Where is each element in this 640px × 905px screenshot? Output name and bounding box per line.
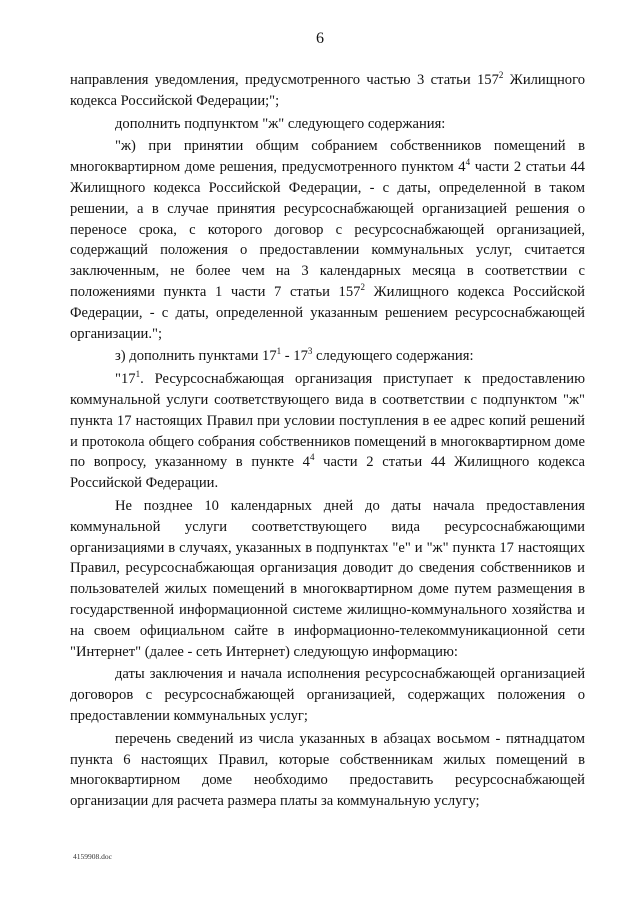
superscript: 2	[360, 281, 365, 292]
paragraph-text: з) дополнить пунктами 17	[115, 348, 277, 365]
paragraph	[70, 70, 585, 112]
paragraph-text: "17	[115, 371, 136, 388]
paragraph	[70, 496, 585, 662]
paragraph-text: Жилищного кодекса Российской Федерации, - с даты, определенной указанным решением ресурсоснабжающей организации.";	[70, 283, 585, 342]
paragraph-text: части 2 статьи 44 Жилищного кодекса Российской Федерации, - с даты, определенной в таком решении, а в случае принятия ресурсоснабжающей организацией решения о переносе срока, с которого договор с ресурсоснабжающей организацией, содержащий положения о предоставлении коммунальных услуг, считается заключенным, не более чем на 3 календарных месяца в соответствии с положениями пункта 1 части 7 статьи 157	[70, 159, 585, 300]
paragraph	[70, 346, 585, 367]
file-name-footer: 4159908.doc	[73, 852, 112, 861]
superscript: 3	[307, 346, 313, 357]
paragraph-text: - 17	[281, 348, 308, 365]
page-number: 6	[316, 30, 324, 47]
superscript: 4	[465, 157, 471, 168]
paragraph	[70, 136, 585, 344]
paragraph-text: дополнить подпунктом "ж" следующего содержания:	[115, 115, 446, 132]
superscript: 2	[498, 70, 504, 80]
paragraph-text: следующего содержания:	[312, 348, 474, 365]
paragraph	[70, 729, 585, 812]
paragraph	[70, 664, 585, 726]
paragraph-text: Жилищного кодекса Российской Федерации;";	[70, 72, 585, 109]
paragraph-text: Не позднее 10 календарных дней до даты начала предоставления коммунальной услуги соответствующего вида ресурсоснабжающими организациями в случаях, указанных в подпунктах "е" и "ж" пункта 17 настоящих Правил, ресурсоснабжающая организация доводит до сведения собственников и пользователей жилых помещений в многоквартирном доме путем размещения в государственной информационной системе жилищно-коммунального хозяйства и на своем официальном сайте в информационно-телекоммуникационной сети "Интернет" (далее - сеть Интернет) следующую информацию:	[70, 497, 585, 660]
paragraph-text: перечень сведений из числа указанных в абзацах восьмом - пятнадцатом пункта 6 настоящих Правил, которые собственникам жилых помещений в многоквартирном доме необходимо предоставить ресурсоснабжающей организации для расчета размера платы за коммунальную услугу;	[70, 730, 585, 810]
paragraph-text: даты заключения и начала исполнения ресурсоснабжающей организацией договоров с ресурсоснабжающей организацией, содержащих положения о предоставлении коммунальных услуг;	[70, 666, 585, 724]
paragraph-text: "ж) при принятии общим собранием собственников помещений в многоквартирном доме решения, предусмотренного пунктом 4	[70, 138, 585, 176]
superscript: 4	[309, 452, 315, 463]
paragraph	[70, 114, 585, 135]
paragraph-text: части 2 статьи 44 Жилищного кодекса Российской Федерации.	[70, 454, 585, 492]
paragraph-text: направления уведомления, предусмотренного частью 3 статьи 157	[70, 72, 499, 88]
document-body	[70, 70, 585, 814]
superscript: 1	[135, 369, 141, 380]
paragraph-text: . Ресурсоснабжающая организация приступает к предоставлению коммунальной услуги соответствующего вида в соответствии с подпунктом "ж" пункта 17 настоящих Правил при условии поступления в ее адрес копий решений и протокола общего собрания собственников помещений в многоквартирном доме по вопросу, указанному в пункте 4	[70, 371, 585, 471]
superscript: 1	[276, 346, 282, 357]
paragraph	[70, 369, 585, 494]
